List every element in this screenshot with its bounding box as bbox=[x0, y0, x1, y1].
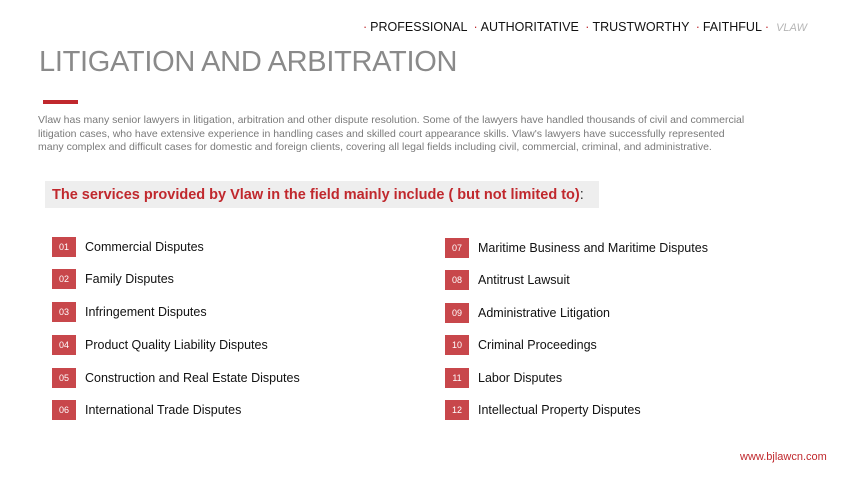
service-number-badge: 08 bbox=[445, 270, 469, 290]
service-item bbox=[445, 303, 610, 323]
service-label: Construction and Real Estate Disputes bbox=[85, 371, 300, 385]
service-number-badge: 01 bbox=[52, 237, 76, 257]
service-number-badge: 10 bbox=[445, 335, 469, 355]
service-number-badge: 09 bbox=[445, 303, 469, 323]
service-item bbox=[445, 270, 570, 290]
tagline bbox=[360, 20, 807, 34]
service-item bbox=[445, 368, 562, 388]
services-heading-text: The services provided by Vlaw in the field mainly include ( but not limited to) bbox=[52, 187, 580, 203]
service-item bbox=[52, 237, 204, 257]
service-number-badge: 11 bbox=[445, 368, 469, 388]
service-label: International Trade Disputes bbox=[85, 403, 242, 417]
service-number-badge: 02 bbox=[52, 269, 76, 289]
title-underline bbox=[43, 100, 78, 104]
separator-dot: · bbox=[473, 20, 478, 34]
tagline-item: PROFESSIONAL bbox=[370, 20, 467, 34]
intro-paragraph: Vlaw has many senior lawyers in litigation, arbitration and other dispute resolution. Some of the lawyers have handled thousands of civil and commercial litigation cases, who have extensive experience in handling cases and skilled court appearance skills. Vlaw's lawyers have successfully represented many complex and difficult cases for domestic and foreign clients, covering all legal fields including civil, commercial, criminal, and administrative. bbox=[38, 114, 745, 153]
service-item bbox=[52, 400, 241, 420]
service-item bbox=[52, 368, 300, 388]
tagline-item: TRUSTWORTHY bbox=[592, 20, 690, 34]
service-label: Antitrust Lawsuit bbox=[478, 273, 570, 287]
service-number-badge: 07 bbox=[445, 238, 469, 258]
services-heading-colon: : bbox=[579, 187, 584, 203]
service-number-badge: 05 bbox=[52, 368, 76, 388]
separator-dot: · bbox=[363, 20, 368, 34]
service-label: Product Quality Liability Disputes bbox=[85, 338, 268, 352]
separator-dot: · bbox=[585, 20, 590, 34]
service-label: Labor Disputes bbox=[478, 371, 563, 385]
service-item bbox=[445, 335, 597, 355]
website-link[interactable]: www.bjlawcn.com bbox=[740, 451, 827, 463]
service-label: Family Disputes bbox=[85, 272, 174, 286]
tagline-item: FAITHFUL bbox=[702, 20, 762, 34]
separator-dot: · bbox=[695, 20, 700, 34]
service-label: Infringement Disputes bbox=[85, 305, 207, 319]
service-item bbox=[52, 335, 268, 355]
separator-dot: · bbox=[764, 20, 770, 34]
service-number-badge: 06 bbox=[52, 400, 76, 420]
service-item bbox=[52, 269, 174, 289]
service-number-badge: 12 bbox=[445, 400, 469, 420]
service-label: Criminal Proceedings bbox=[478, 338, 597, 352]
page-title: LITIGATION AND ARBITRATION bbox=[39, 46, 458, 78]
service-label: Maritime Business and Maritime Disputes bbox=[478, 241, 708, 255]
service-item bbox=[52, 302, 207, 322]
service-number-badge: 04 bbox=[52, 335, 76, 355]
service-label: Commercial Disputes bbox=[85, 240, 204, 254]
brand-logo-text: VLAW bbox=[776, 22, 808, 34]
service-label: Intellectual Property Disputes bbox=[478, 403, 641, 417]
tagline-item: AUTHORITATIVE bbox=[480, 20, 579, 34]
service-item bbox=[445, 400, 641, 420]
services-heading bbox=[45, 181, 599, 208]
service-label: Administrative Litigation bbox=[478, 306, 611, 320]
service-number-badge: 03 bbox=[52, 302, 76, 322]
service-item bbox=[445, 238, 708, 258]
